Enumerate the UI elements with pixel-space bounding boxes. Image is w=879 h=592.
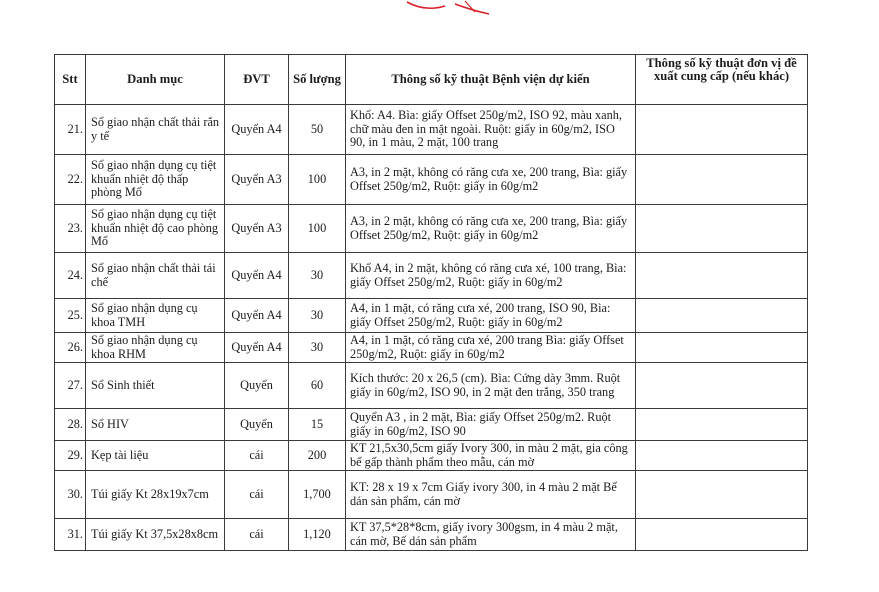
- quantity-cell: 1,120: [289, 519, 346, 551]
- row-number: 22.: [55, 155, 86, 205]
- quantity-cell: 30: [289, 333, 346, 363]
- quantity-cell: 50: [289, 105, 346, 155]
- specification-table: [54, 54, 808, 551]
- table-row: [55, 471, 808, 519]
- provider-spec-cell: [636, 519, 808, 551]
- unit-cell: cái: [225, 441, 289, 471]
- item-name: Sổ giao nhận dụng cụ khoa RHM: [86, 333, 225, 363]
- unit-cell: Quyển A4: [225, 299, 289, 333]
- red-stamp-fragment: [405, 0, 495, 16]
- table-row: [55, 363, 808, 409]
- item-name: Sổ Sinh thiết: [86, 363, 225, 409]
- hospital-spec-cell: A4, in 1 mặt, có răng cưa xé, 200 trang, ISO 90, Bìa: giấy Offset 250g/m2, Ruột: giấy in 60g/m2: [346, 299, 636, 333]
- table-row: [55, 333, 808, 363]
- unit-cell: Quyển A4: [225, 105, 289, 155]
- quantity-cell: 60: [289, 363, 346, 409]
- hospital-spec-cell: Kích thước: 20 x 26,5 (cm). Bìa: Cứng dày 3mm. Ruột giấy in 60g/m2, ISO 90, in 2 mặt đen trắng, 350 trang: [346, 363, 636, 409]
- row-number: 21.: [55, 105, 86, 155]
- item-name: Sổ giao nhận dụng cụ khoa TMH: [86, 299, 225, 333]
- provider-spec-cell: [636, 205, 808, 253]
- header-stt: Stt: [55, 55, 86, 105]
- item-name: Kẹp tài liệu: [86, 441, 225, 471]
- quantity-cell: 30: [289, 299, 346, 333]
- item-name: Sổ giao nhận chất thải tái chế: [86, 253, 225, 299]
- table-body: [55, 105, 808, 551]
- item-name: Túi giấy Kt 28x19x7cm: [86, 471, 225, 519]
- unit-cell: cái: [225, 519, 289, 551]
- provider-spec-cell: [636, 333, 808, 363]
- unit-cell: Quyển: [225, 363, 289, 409]
- header-category: Danh mục: [86, 55, 225, 105]
- provider-spec-cell: [636, 299, 808, 333]
- hospital-spec-cell: KT: 28 x 19 x 7cm Giấy ivory 300, in 4 màu 2 mặt Bế dán sản phẩm, cán mờ: [346, 471, 636, 519]
- hospital-spec-cell: Khổ A4, in 2 mặt, không có răng cưa xé, 100 trang, Bìa: giấy Offset 250g/m2, Ruột: giấy in 60g/m2: [346, 253, 636, 299]
- item-name: Sổ giao nhận dụng cụ tiệt khuẩn nhiệt độ cao phòng Mổ: [86, 205, 225, 253]
- hospital-spec-cell: Quyển A3 , in 2 mặt, Bìa: giấy Offset 250g/m2. Ruột giấy in 60g/m2, ISO 90: [346, 409, 636, 441]
- row-number: 25.: [55, 299, 86, 333]
- header-provider-spec: Thông số kỹ thuật đơn vị đề xuất cung cấp (nếu khác): [636, 55, 808, 105]
- quantity-cell: 15: [289, 409, 346, 441]
- header-quantity: Số lượng: [289, 55, 346, 105]
- row-number: 24.: [55, 253, 86, 299]
- table-row: [55, 205, 808, 253]
- header-row: [55, 55, 808, 105]
- table-row: [55, 519, 808, 551]
- provider-spec-cell: [636, 441, 808, 471]
- unit-cell: Quyển A3: [225, 205, 289, 253]
- unit-cell: Quyển A4: [225, 253, 289, 299]
- hospital-spec-cell: A4, in 1 mặt, có răng cưa xé, 200 trang Bìa: giấy Offset 250g/m2, Ruột: giấy in 60g/m2: [346, 333, 636, 363]
- table-row: [55, 409, 808, 441]
- unit-cell: Quyển: [225, 409, 289, 441]
- item-name: Sổ giao nhận chất thải rắn y tế: [86, 105, 225, 155]
- row-number: 31.: [55, 519, 86, 551]
- hospital-spec-cell: A3, in 2 mặt, không có răng cưa xe, 200 trang, Bìa: giấy Offset 250g/m2, Ruột: giấy in 60g/m2: [346, 155, 636, 205]
- stamp-icon: [405, 0, 495, 16]
- provider-spec-cell: [636, 409, 808, 441]
- row-number: 26.: [55, 333, 86, 363]
- unit-cell: Quyển A3: [225, 155, 289, 205]
- hospital-spec-cell: KT 21,5x30,5cm giấy Ivory 300, in màu 2 mặt, gia công bế gấp thành phẩm theo mẫu, cán mờ: [346, 441, 636, 471]
- quantity-cell: 30: [289, 253, 346, 299]
- quantity-cell: 200: [289, 441, 346, 471]
- unit-cell: cái: [225, 471, 289, 519]
- item-name: Sổ HIV: [86, 409, 225, 441]
- table-row: [55, 105, 808, 155]
- quantity-cell: 1,700: [289, 471, 346, 519]
- table-row: [55, 155, 808, 205]
- hospital-spec-cell: KT 37,5*28*8cm, giấy ivory 300gsm, in 4 màu 2 mặt, cán mờ, Bế dán sản phẩm: [346, 519, 636, 551]
- quantity-cell: 100: [289, 205, 346, 253]
- provider-spec-cell: [636, 253, 808, 299]
- provider-spec-cell: [636, 155, 808, 205]
- header-unit: ĐVT: [225, 55, 289, 105]
- hospital-spec-cell: Khổ: A4. Bìa: giấy Offset 250g/m2, ISO 92, màu xanh, chữ màu đen in mặt ngoài. Ruột: giấy in 60g/m2, ISO 90, in 1 màu, 2 mặt, 100 trang: [346, 105, 636, 155]
- item-name: Túi giấy Kt 37,5x28x8cm: [86, 519, 225, 551]
- table-row: [55, 253, 808, 299]
- provider-spec-cell: [636, 105, 808, 155]
- provider-spec-cell: [636, 471, 808, 519]
- hospital-spec-cell: A3, in 2 mặt, không có răng cưa xe, 200 trang, Bìa: giấy Offset 250g/m2, Ruột: giấy in 60g/m2: [346, 205, 636, 253]
- row-number: 29.: [55, 441, 86, 471]
- table-row: [55, 441, 808, 471]
- unit-cell: Quyển A4: [225, 333, 289, 363]
- provider-spec-cell: [636, 363, 808, 409]
- row-number: 27.: [55, 363, 86, 409]
- row-number: 30.: [55, 471, 86, 519]
- item-name: Sổ giao nhận dụng cụ tiệt khuẩn nhiệt độ thấp phòng Mổ: [86, 155, 225, 205]
- quantity-cell: 100: [289, 155, 346, 205]
- row-number: 28.: [55, 409, 86, 441]
- table-row: [55, 299, 808, 333]
- row-number: 23.: [55, 205, 86, 253]
- header-hospital-spec: Thông số kỹ thuật Bệnh viện dự kiến: [346, 55, 636, 105]
